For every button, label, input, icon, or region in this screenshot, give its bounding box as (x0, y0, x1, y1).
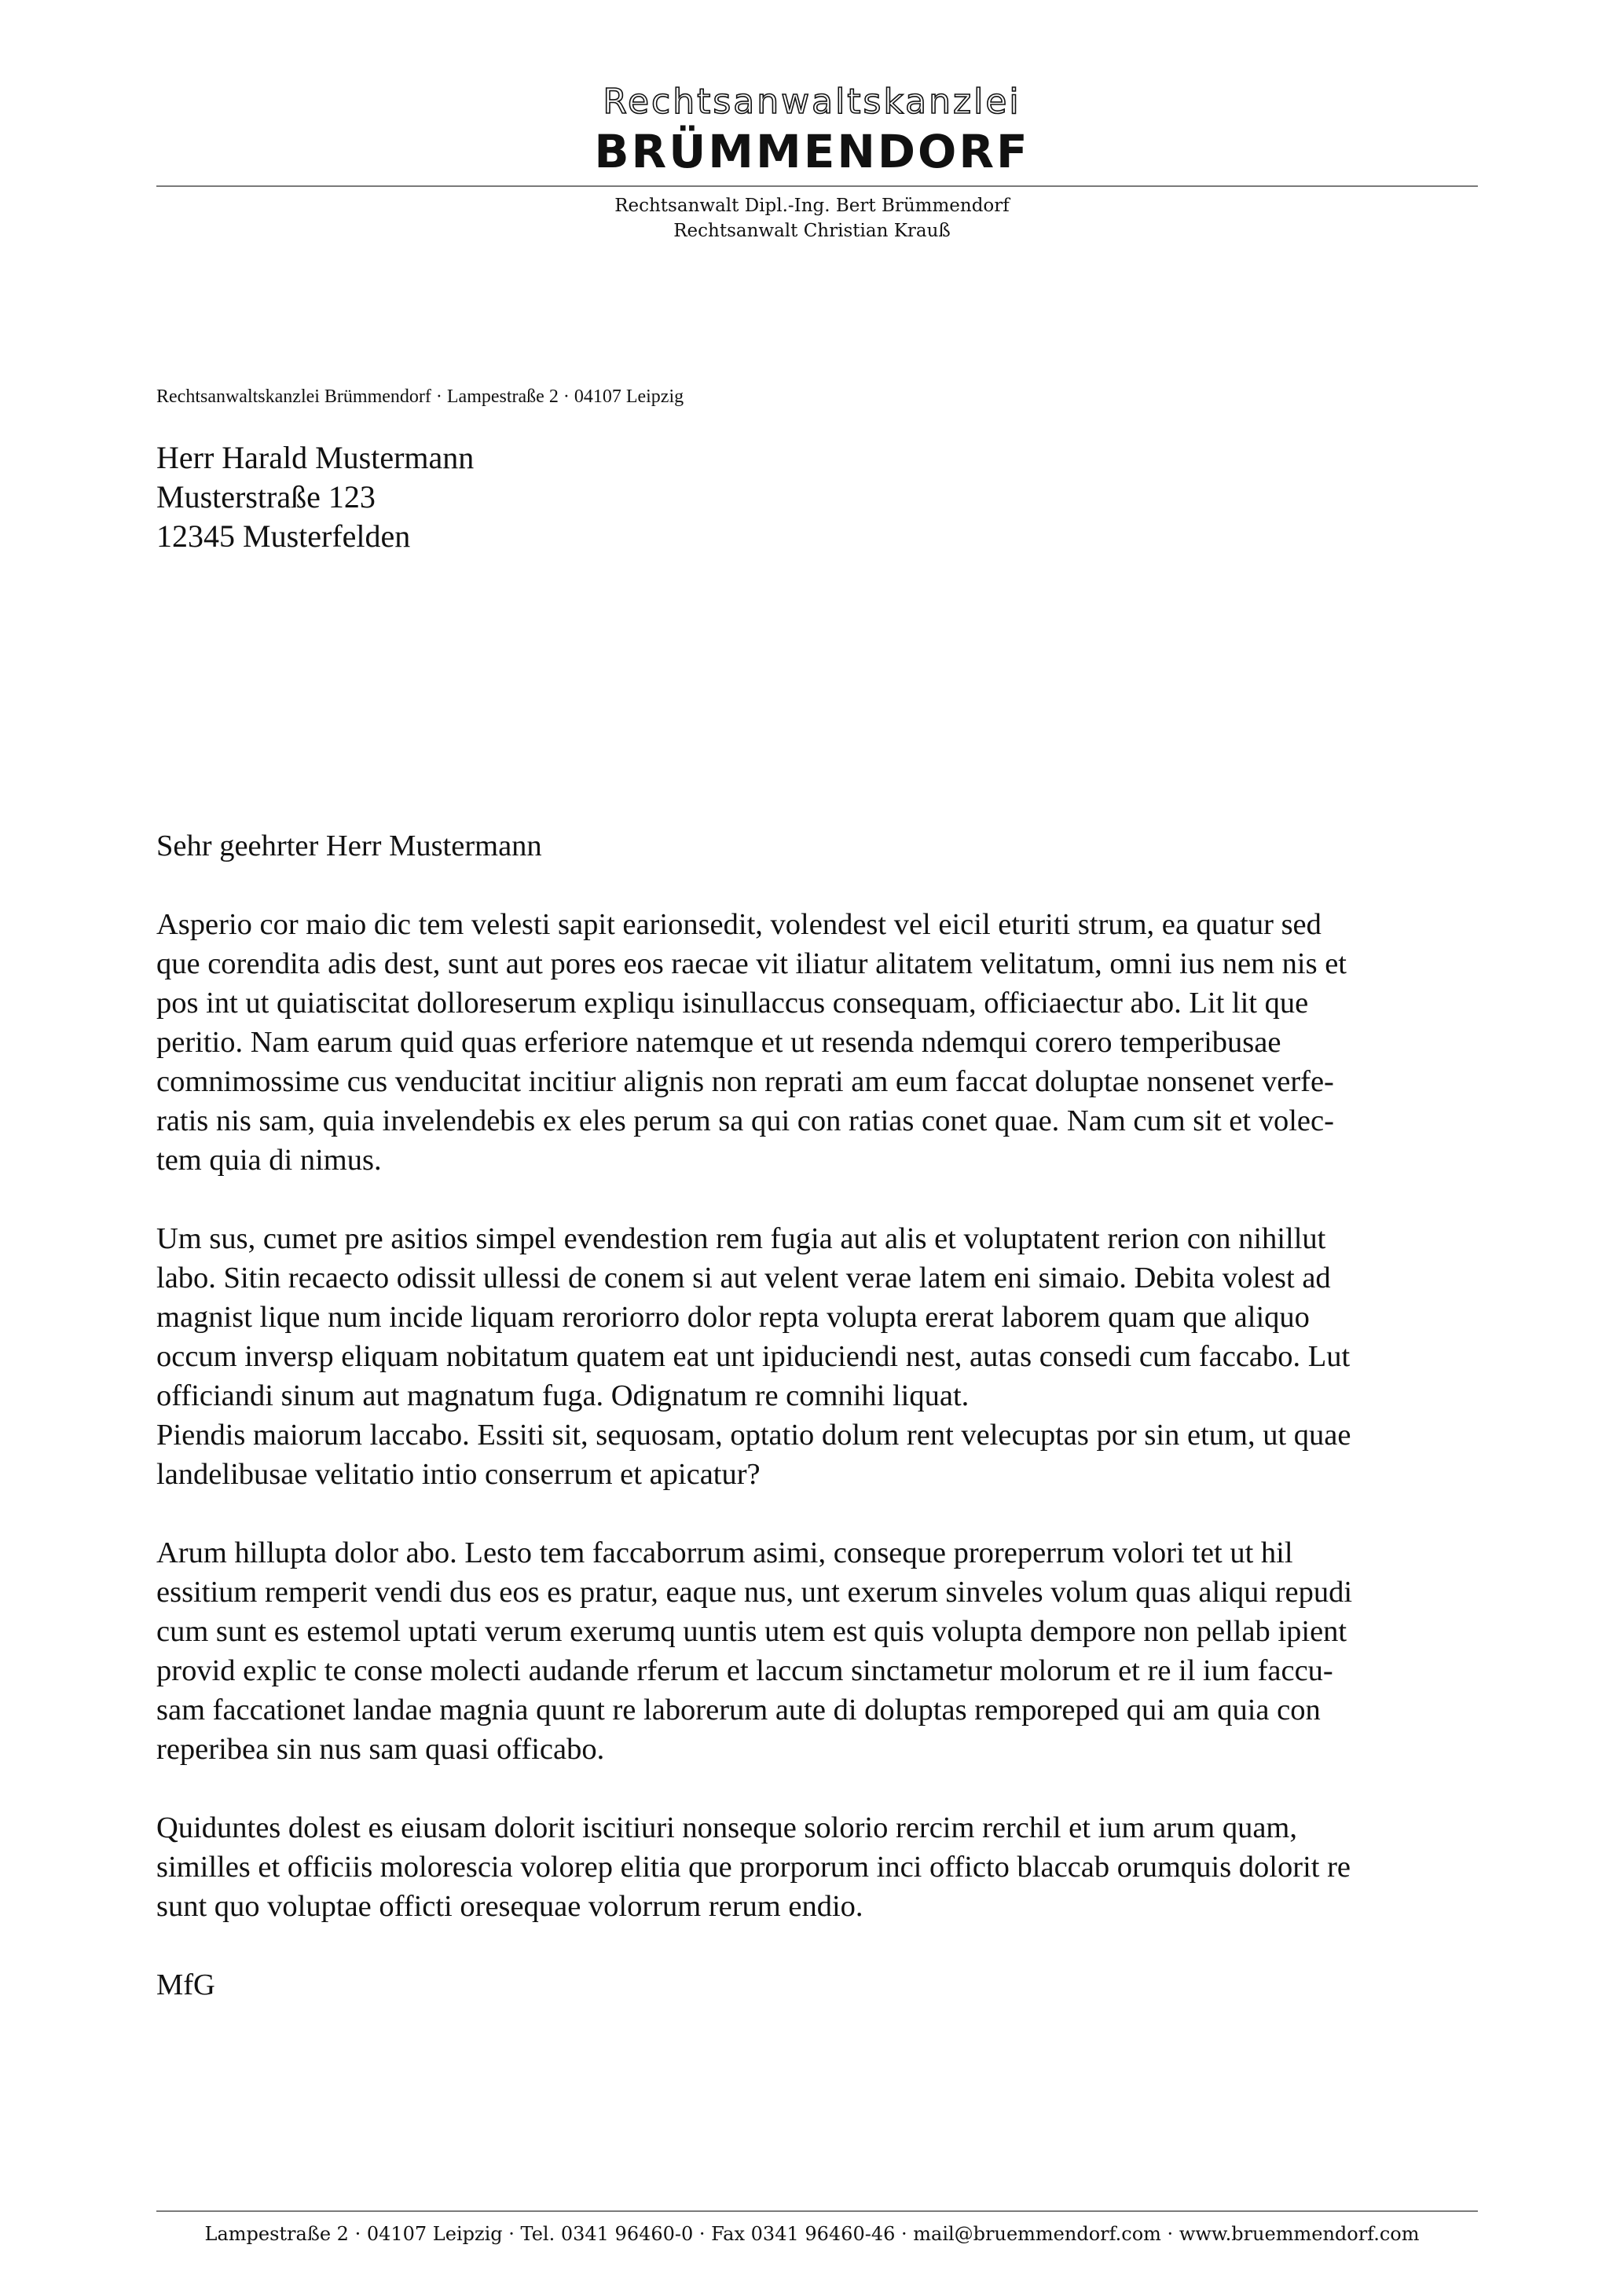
text-line: reperibea sin nus sam quasi officabo. (156, 1733, 605, 1766)
text-line: officiandi sinum aut magnatum fuga. Odignatum re comnihi liquat. (156, 1379, 970, 1412)
logo-wordmark-top: Rechtsanwaltskanzlei (603, 82, 1021, 122)
recipient-address (156, 438, 474, 556)
body-paragraph (156, 1808, 1445, 1926)
text-line: landelibusae velitatio intio conserrum et apicatur? (156, 1458, 761, 1491)
text-line: Arum hillupta dolor abo. Lesto tem faccaborrum asimi, conseque proreperrum volori tet ut hil (156, 1536, 1293, 1569)
text-line: Quiduntes dolest es eiusam dolorit iscitiuri nonseque solorio rercim rerchil et ium arum quam, (156, 1811, 1297, 1844)
text-line: Piendis maiorum laccabo. Essiti sit, sequosam, optatio dolum rent velecuptas por sin etum, ut quae (156, 1419, 1351, 1452)
text-line: magnist lique num incide liquam reroriorro dolor repta volupta ererat laborem quam que aliquo (156, 1301, 1310, 1334)
recipient-name: Herr Harald Mustermann (156, 440, 475, 475)
text-line: pos int ut quiatiscitat dolloreserum expliqu isinullaccus consequam, officiaectur abo. Lit lit que (156, 987, 1309, 1020)
partner-line: Rechtsanwalt Dipl.-Ing. Bert Brümmendorf (614, 196, 1010, 216)
footer-contact: Lampestraße 2 · 04107 Leipzig · Tel. 0341 96460-0 · Fax 0341 96460-46 · mail@bruemmendorf.com · www.bruemmendorf.com (204, 2223, 1420, 2245)
partner-line: Rechtsanwalt Christian Krauß (673, 221, 951, 241)
text-line: cum sunt es estemol uptati verum exerumq uuntis utem est quis volupta dempore non pellab ipient (156, 1615, 1347, 1648)
header-divider (156, 185, 1478, 187)
text-line: peritio. Nam earum quid quas erferiore natemque et ut resenda ndemqui corero temperibusae (156, 1026, 1281, 1059)
text-line: Asperio cor maio dic tem velesti sapit earionsedit, volendest vel eicil eturiti strum, ea quatur sed (156, 908, 1322, 941)
text-line: similles et officiis molorescia volorep elitia que prorporum inci officto blaccab orumquis dolorit re (156, 1851, 1351, 1884)
body-paragraph (156, 1533, 1445, 1769)
text-line: provid explic te conse molecti audande rferum et laccum sinctametur molorum et re il ium faccu- (156, 1654, 1333, 1687)
recipient-street: Musterstraße 123 (156, 479, 376, 514)
footer-divider (156, 2210, 1478, 2212)
text-line: occum inversp eliquam nobitatum quatem eat unt ipiduciendi nest, autas consedi cum faccabo. Lut (156, 1340, 1351, 1373)
letter-body (156, 826, 1445, 2044)
body-paragraph (156, 1219, 1445, 1494)
body-paragraph (156, 905, 1445, 1180)
sender-return-address: Rechtsanwaltskanzlei Brümmendorf · Lampestraße 2 · 04107 Leipzig (156, 386, 684, 407)
text-line: sunt quo voluptae officti oresequae volorrum rerum endio. (156, 1890, 863, 1923)
text-line: sam faccationet landae magnia quunt re laborerum aute di doluptas remporeped qui am quia con (156, 1694, 1321, 1727)
text-line: ratis nis sam, quia invelendebis ex eles perum sa qui con ratias conet quae. Nam cum sit et volec- (156, 1104, 1334, 1137)
logo-wordmark-main: BRÜMMENDORF (594, 125, 1030, 178)
text-line: comnimossime cus venducitat incitiur alignis non reprati am eum faccat doluptae nonsenet verfe- (156, 1065, 1334, 1098)
text-line: labo. Sitin recaecto odissit ullessi de conem si aut velent verae latem eni simaio. Debita volest ad (156, 1262, 1331, 1294)
text-line: Um sus, cumet pre asitios simpel evendestion rem fugia aut alis et voluptatent rerion con nihillut (156, 1222, 1326, 1255)
text-line: tem quia di nimus. (156, 1144, 382, 1177)
recipient-city: 12345 Musterfelden (156, 518, 411, 554)
salutation: Sehr geehrter Herr Mustermann (156, 829, 542, 862)
closing: MfG (156, 1968, 215, 2001)
partner-list (0, 193, 1624, 244)
text-line: essitium remperit vendi dus eos es pratur, eaque nus, unt exerum sinveles volum quas aliqui repudi (156, 1576, 1353, 1609)
text-line: que corendita adis dest, sunt aut pores eos raecae vit iliatur alitatem velitatum, omni ius nem nis et (156, 947, 1347, 980)
